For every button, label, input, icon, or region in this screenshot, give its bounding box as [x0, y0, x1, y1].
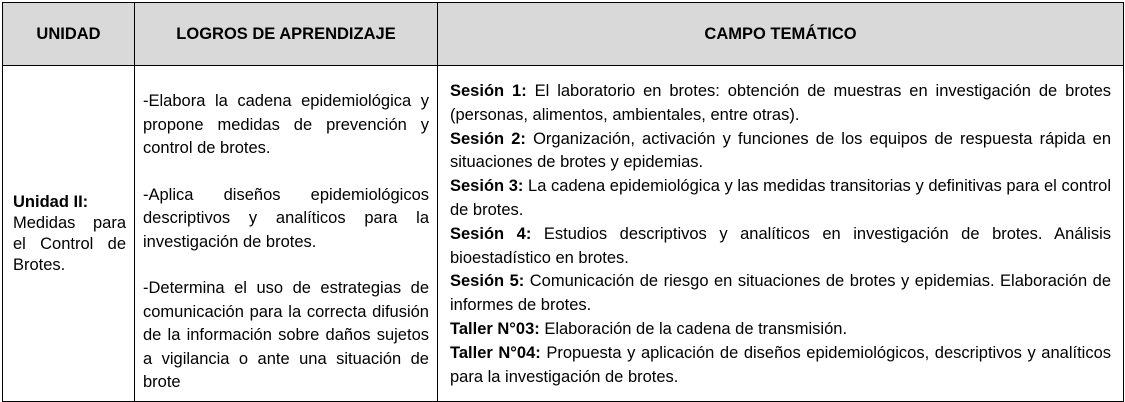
logro-item: -Determina el uso de estrategias de comunicación para la correcta difusión de la información sobre daños sujetos a vigilancia o ante una situación de brote: [143, 279, 429, 391]
header-unidad: UNIDAD: [3, 3, 135, 66]
campo-label: Taller N°04:: [450, 343, 541, 362]
campo-cell: [438, 66, 1124, 402]
unidad-cell: [3, 66, 135, 402]
campo-item: [450, 80, 1111, 128]
content-row: [3, 66, 1124, 402]
campo-text: Organización, activación y funciones de los equipos de respuesta rápida en situaciones de brotes y epidemias.: [450, 129, 1112, 172]
campo-item: [450, 175, 1111, 223]
header-logros: LOGROS DE APRENDIZAJE: [135, 3, 438, 66]
campo-item: [450, 128, 1111, 176]
logro-item: -Aplica diseños epidemiológicos descriptivos y analíticos para la investigación de brotes.: [143, 185, 429, 251]
campo-label: Sesión 2:: [450, 129, 526, 148]
campo-label: Sesión 5:: [450, 272, 525, 291]
campo-item: [450, 270, 1111, 318]
logro-item: -Elabora la cadena epidemiológica y propone medidas de prevención y control de brotes.: [143, 92, 429, 157]
campo-text: Elaboración de la cadena de transmisión.: [539, 319, 848, 338]
campo-label: Taller N°03:: [450, 319, 540, 338]
campo-item: [450, 342, 1111, 390]
campo-text: La cadena epidemiológica y las medidas transitorias y definitivas para el control de brotes.: [450, 177, 1111, 219]
logros-cell: [135, 66, 438, 402]
header-row: [3, 3, 1124, 66]
campo-text: El laboratorio en brotes: obtención de muestras en investigación de brotes (personas, alimentos, ambientales, entre otras).: [450, 82, 1112, 124]
header-campo: CAMPO TEMÁTICO: [438, 3, 1124, 66]
unidad-label: Unidad II:: [13, 192, 89, 211]
campo-label: Sesión 1:: [450, 82, 527, 100]
campo-item: [450, 318, 1111, 342]
campo-text: Estudios descriptivos y analíticos en investigación de brotes. Análisis bioestadístico en brotes.: [450, 224, 1111, 267]
campo-text: Comunicación de riesgo en situaciones de brotes y epidemias. Elaboración de informes de brotes.: [450, 272, 1111, 315]
campo-label: Sesión 4:: [450, 224, 532, 243]
syllabus-table: [2, 2, 1124, 402]
campo-text: Propuesta y aplicación de diseños epidemiológicos, descriptivos y analíticos para la investigación de brotes.: [450, 343, 1111, 386]
campo-item: [450, 223, 1111, 271]
unidad-text: Medidas para el Control de Brotes.: [13, 213, 126, 274]
campo-label: Sesión 3:: [450, 177, 524, 196]
